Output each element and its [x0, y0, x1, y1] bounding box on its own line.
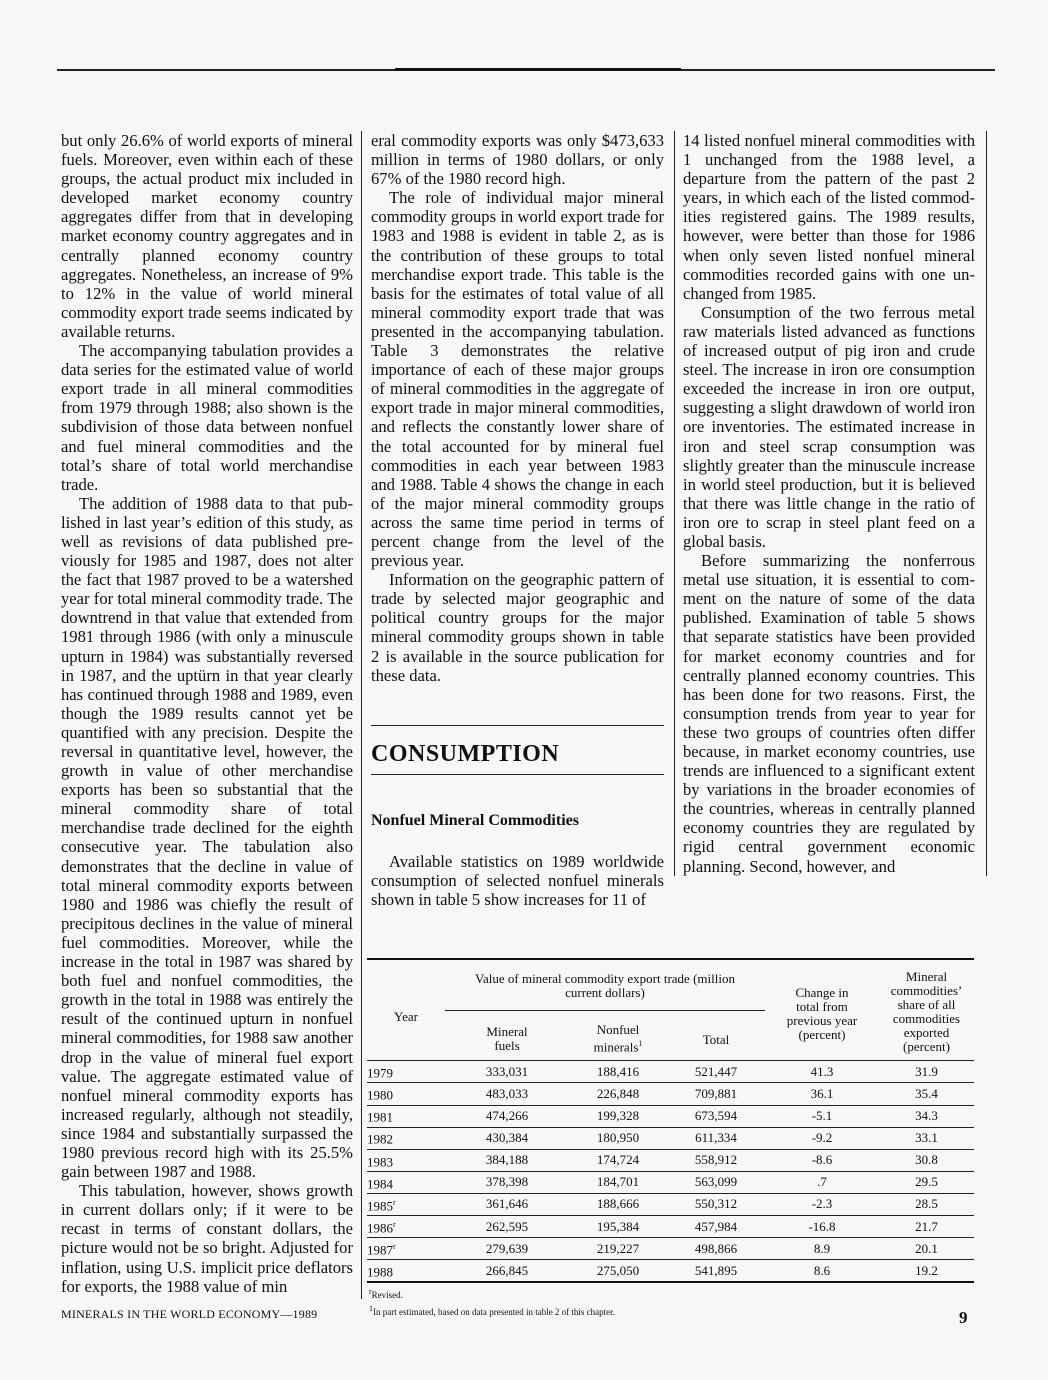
table-row	[367, 1193, 974, 1215]
cell-mineral-fuels	[445, 1061, 569, 1083]
export-trade-table	[367, 958, 974, 1319]
cell-share-value: 31.9	[915, 1063, 938, 1079]
cell-total	[667, 1193, 765, 1215]
cell-nonfuel-minerals	[569, 1127, 667, 1149]
note-mark: r	[369, 1287, 372, 1297]
cell-change-value: 8.9	[813, 1240, 831, 1256]
cell-change-value: -5.1	[811, 1108, 833, 1124]
cell-change-value: 8.6	[813, 1262, 831, 1278]
paragraph: eral commodity exports was only $473,633 million in terms of 1980 dollars, or only 67% of the 1980 record high.	[371, 131, 664, 189]
cell-mineral-fuels	[445, 1083, 569, 1105]
cell-year	[367, 1260, 445, 1283]
cell-total-value: 550,312	[694, 1196, 738, 1212]
cell-change	[765, 1105, 879, 1127]
cell-mineral-fuels	[445, 1215, 569, 1237]
cell-nonfuel-minerals-value: 219,227	[596, 1240, 640, 1256]
table-row	[367, 1260, 974, 1283]
cell-mineral-fuels	[445, 1105, 569, 1127]
table-row	[367, 1171, 974, 1193]
cell-mineral-fuels-value: 266,845	[485, 1262, 529, 1278]
cell-total	[667, 1260, 765, 1283]
column-divider	[361, 131, 362, 1299]
cell-share-value: 20.1	[915, 1240, 938, 1256]
section-title: CONSUMPTION	[371, 740, 560, 767]
cell-mineral-fuels-value: 483,033	[485, 1085, 529, 1101]
cell-change-value: 41.3	[810, 1063, 834, 1079]
cell-year-value: 1980	[367, 1087, 393, 1103]
cell-nonfuel-minerals	[569, 1061, 667, 1083]
cell-share-value: 28.5	[915, 1196, 938, 1212]
cell-mineral-fuels	[445, 1171, 569, 1193]
cell-year-value: 1984	[367, 1176, 393, 1191]
paragraph: 14 listed nonfuel mineral commodities with 1 unchanged from the 1988 level, a departure from the pattern of the past 2 years, in which each of the listed commodities registered gains. The 1989 results, however, were better than those for 1986 when only seven listed nonfuel mineral commodities recorded gains with one unchanged from 1985.	[683, 131, 975, 303]
paragraph: Before summarizing the nonferrous metal use situation, it is essential to comment on the nature of some of the data published. Examination of table 5 shows that separate statistics have been provided for market economy countries and for centrally planned economy countries. This has been done for two reasons. First, the consumption trends from year to year for these two groups of countries often differ because, in market economy countries, use trends are influenced to a significant extent by variations in the broader economies of the countries, whereas in centrally planned economy countries they are regulated by rigid central government economic planning. Second, however, and	[683, 551, 975, 876]
cell-mineral-fuels-value: 430,384	[485, 1130, 529, 1146]
note-text: Revised.	[371, 1290, 403, 1301]
cell-change	[765, 1238, 879, 1260]
note-1	[369, 1302, 974, 1319]
header-share: Mineral commodities’ share of all commodities exported (percent)	[890, 969, 963, 1055]
note-text: In part estimated, based on data presented in table 2 of this chapter.	[373, 1307, 615, 1318]
cell-total-value: 541,895	[694, 1262, 738, 1278]
cell-change	[765, 1260, 879, 1283]
revised-mark: r	[393, 1241, 396, 1251]
cell-change	[765, 1193, 879, 1215]
cell-mineral-fuels-value: 378,398	[485, 1174, 529, 1190]
cell-year-value: 1982	[367, 1131, 393, 1147]
cell-year	[367, 1238, 445, 1260]
header-nonfuel-label: Nonfuel minerals	[593, 1022, 640, 1055]
cell-year-value: 1986	[367, 1220, 393, 1236]
cell-change-value: 36.1	[810, 1085, 834, 1101]
paragraph: The role of individual major mineral commodity groups in world export trade for 1983 and 1988 is evident in table 2, as is the contribution of these groups to total merchandise export trade. This table is the basis for the estimates of total value of all mineral commodity export trade that was presented in the accompanying tabulation. Table 3 demonstrates the relative importance of each of these major groups of mineral commodities in the aggregate of export trade in major mineral commodities, and reflects the constantly lower share of the total accounted for by mineral fuel commodities in each year between 1983 and 1988. Table 4 shows the change in each of the major mineral commodity groups across the same time period in terms of percent change from the level of the previous year.	[371, 188, 664, 571]
cell-share-value: 29.5	[915, 1174, 938, 1190]
cell-nonfuel-minerals-value: 199,328	[596, 1108, 640, 1124]
cell-nonfuel-minerals	[569, 1215, 667, 1237]
footnote-mark: 1	[638, 1039, 643, 1048]
cell-total	[667, 1171, 765, 1193]
cell-share	[879, 1171, 974, 1193]
cell-nonfuel-minerals	[569, 1171, 667, 1193]
table-row	[367, 1061, 974, 1083]
cell-total	[667, 1149, 765, 1171]
cell-change	[765, 1149, 879, 1171]
cell-mineral-fuels-value: 361,646	[485, 1196, 529, 1212]
cell-share	[879, 1105, 974, 1127]
cell-change	[765, 1171, 879, 1193]
cell-year	[367, 1105, 445, 1127]
cell-change	[765, 1083, 879, 1105]
cell-mineral-fuels-value: 262,595	[485, 1218, 529, 1234]
cell-share	[879, 1127, 974, 1149]
cell-year	[367, 1149, 445, 1171]
subheading: Nonfuel Mineral Commodities	[371, 811, 579, 829]
cell-mineral-fuels-value: 384,188	[485, 1152, 529, 1168]
cell-share-value: 34.3	[915, 1108, 938, 1124]
cell-change-value: .7	[817, 1174, 827, 1190]
paragraph: The accompanying tabulation provides a data series for the estimated value of world export trade in all mineral commodities from 1979 through 1988; also shown is the subdivision of those data between nonfuel and fuel mineral commodities and the total’s share of total world merchandise trade.	[61, 341, 353, 494]
header-year: Year	[394, 1009, 418, 1025]
cell-nonfuel-minerals	[569, 1149, 667, 1171]
cell-year-value: 1979	[367, 1065, 393, 1081]
cell-year	[367, 1061, 445, 1083]
cell-nonfuel-minerals-value: 184,701	[596, 1174, 640, 1190]
paragraph: Consumption of the two ferrous metal raw materials listed advanced as functions of increased output of pig iron and crude steel. The increase in iron ore consumption exceeded the increase in iron ore output, suggesting a slight drawdown of world iron ore inventories. The estimated increase in iron and steel scrap consumption was slightly greater than the minuscule increase in world steel production, but it is believed that there was little change in the ratio of iron ore to scrap in steel plant feed on a global basis.	[683, 302, 975, 551]
table-row	[367, 1083, 974, 1105]
cell-total	[667, 1215, 765, 1237]
cell-total	[667, 1083, 765, 1105]
cell-nonfuel-minerals-value: 226,848	[596, 1085, 640, 1101]
table-row	[367, 1215, 974, 1237]
cell-change	[765, 1215, 879, 1237]
cell-nonfuel-minerals	[569, 1083, 667, 1105]
cell-total-value: 563,099	[694, 1174, 738, 1190]
cell-share-value: 33.1	[915, 1130, 938, 1146]
cell-share	[879, 1083, 974, 1105]
column-1	[61, 131, 353, 1296]
cell-year-value: 1988	[367, 1264, 393, 1280]
cell-year	[367, 1127, 445, 1149]
table-row	[367, 1238, 974, 1260]
cell-share	[879, 1215, 974, 1237]
cell-year-value: 1985	[367, 1198, 393, 1214]
header-mineral-fuels: Mineral fuels	[486, 1023, 528, 1053]
cell-year	[367, 1083, 445, 1105]
cell-nonfuel-minerals-value: 195,384	[596, 1218, 640, 1234]
cell-year	[367, 1193, 445, 1215]
cell-share-value: 30.8	[915, 1152, 938, 1168]
cell-share-value: 35.4	[915, 1085, 938, 1101]
cell-total-value: 457,984	[694, 1218, 738, 1234]
cell-mineral-fuels-value: 279,639	[485, 1240, 529, 1256]
table-row	[367, 1127, 974, 1149]
table-body	[367, 1061, 974, 1282]
cell-share	[879, 1260, 974, 1283]
cell-nonfuel-minerals	[569, 1105, 667, 1127]
cell-total-value: 498,866	[694, 1240, 738, 1256]
paragraph: The addition of 1988 data to that published in last year’s edition of this study, as well as revisions of data published previously for 1985 and 1987, does not alter the fact that 1987 proved to be a watershed year for total mineral commodity trade. The downtrend in that value that extended from 1981 through 1986 (with only a minuscule upturn in 1984) was substantially reversed in 1987, and the uptürn in that year clearly has continued through 1988 and 1989, even though the 1989 results cannot yet be quantified with any precision. Despite the reversal in quantitative level, however, the growth in value of other merchandise exports has been so substantial that the mineral commodity share of total merchandise trade declined for the eighth consecutive year. The tabulation also demonstrates that the decline in value of total mineral commodity exports between 1980 and 1986 was chiefly the result of precipitous declines in the value of mineral fuel commodities. Moreover, while the increase in the total in 1987 was shared by both fuel and nonfuel commodities, the growth in the total in 1988 was entirely the result of the continued upturn in nonfuel mineral commodities, for 1988 saw another drop in the value of mineral fuel export value. The aggregate estimated value of nonfuel mineral commodity exports has increased regularly, although not steadily, since 1984 and substantially surpassed the 1980 previous record high with its 25.5% gain between 1987 and 1988.	[61, 493, 353, 1182]
header-value: Value of mineral commodity export trade (million current dollars)	[445, 959, 765, 1011]
paragraph: This tabulation, however, shows growth in current dollars only; if it were to be recast in terms of constant dollars, the picture would not be so bright. Adjusted for inflation, using U.S. implicit price deflators for exports, the 1988 value of min	[61, 1181, 353, 1296]
cell-total-value: 611,334	[695, 1130, 737, 1146]
column-3	[683, 131, 975, 876]
column-2	[371, 131, 664, 909]
column-divider	[674, 131, 675, 876]
cell-nonfuel-minerals-value: 188,666	[596, 1196, 640, 1212]
cell-change	[765, 1061, 879, 1083]
table-row	[367, 1149, 974, 1171]
cell-change-value: -8.6	[811, 1152, 833, 1168]
top-rule-accent	[395, 68, 681, 71]
revised-mark: r	[393, 1219, 396, 1229]
table-notes	[367, 1285, 974, 1319]
cell-change	[765, 1127, 879, 1149]
cell-nonfuel-minerals-value: 180,950	[596, 1130, 640, 1146]
cell-nonfuel-minerals	[569, 1260, 667, 1283]
cell-nonfuel-minerals-value: 174,724	[596, 1152, 640, 1168]
header-change: Change in total from previous year (percent)	[786, 985, 858, 1043]
cell-change-value: -2.3	[811, 1196, 833, 1212]
section-rule-top	[371, 725, 664, 726]
cell-total	[667, 1061, 765, 1083]
cell-year-value: 1987	[367, 1242, 393, 1258]
cell-mineral-fuels	[445, 1149, 569, 1171]
table-row	[367, 1105, 974, 1127]
revised-mark: r	[393, 1197, 396, 1207]
cell-share	[879, 1061, 974, 1083]
note-mark: 1	[369, 1304, 373, 1314]
cell-mineral-fuels	[445, 1127, 569, 1149]
cell-year	[367, 1171, 445, 1193]
running-footer: MINERALS IN THE WORLD ECONOMY—1989	[61, 1307, 318, 1321]
cell-change-value: -9.2	[811, 1130, 833, 1146]
cell-total-value: 673,594	[694, 1108, 738, 1124]
cell-mineral-fuels	[445, 1260, 569, 1283]
cell-nonfuel-minerals	[569, 1238, 667, 1260]
cell-share	[879, 1193, 974, 1215]
cell-share	[879, 1149, 974, 1171]
header-nonfuel-minerals	[569, 1011, 667, 1061]
page-number: 9	[959, 1308, 968, 1327]
cell-share-value: 21.7	[915, 1218, 938, 1234]
cell-year	[367, 1215, 445, 1237]
cell-total	[667, 1238, 765, 1260]
paragraph: Available statistics on 1989 worldwide consumption of selected nonfuel minerals shown in table 5 show increases for 11 of	[371, 851, 664, 909]
cell-year-value: 1981	[367, 1109, 393, 1125]
cell-mineral-fuels-value: 474,266	[485, 1108, 529, 1124]
cell-change-value: -16.8	[808, 1218, 836, 1234]
header-total: Total	[702, 1031, 730, 1047]
cell-share-value: 19.2	[915, 1262, 938, 1278]
cell-nonfuel-minerals	[569, 1193, 667, 1215]
column-divider	[986, 131, 987, 876]
cell-nonfuel-minerals-value: 275,050	[596, 1262, 640, 1278]
cell-total-value: 521,447	[694, 1063, 738, 1079]
cell-share	[879, 1238, 974, 1260]
paragraph: Information on the geographic pattern of trade by selected major geographic and political country groups for the major mineral commodity groups shown in table 2 is available in the source publication for these data.	[371, 570, 664, 685]
cell-total-value: 558,912	[694, 1152, 738, 1168]
note-revised	[369, 1285, 974, 1302]
cell-year-value: 1983	[367, 1153, 393, 1169]
cell-mineral-fuels	[445, 1193, 569, 1215]
paragraph: but only 26.6% of world exports of mineral fuels. Moreover, even within each of these groups, the actual product mix included in developed market economy country aggregates differ from that in developing market economy country aggregates and in centrally planned economy country aggregates. Nonetheless, an increase of 9% to 12% in the value of world mineral commodity export trade seems indicated by available returns.	[61, 131, 353, 341]
cell-total	[667, 1127, 765, 1149]
cell-nonfuel-minerals-value: 188,416	[596, 1063, 640, 1079]
section-rule-bottom	[371, 774, 664, 775]
cell-mineral-fuels-value: 333,031	[485, 1063, 529, 1079]
cell-mineral-fuels	[445, 1238, 569, 1260]
cell-total	[667, 1105, 765, 1127]
cell-total-value: 709,881	[694, 1085, 738, 1101]
